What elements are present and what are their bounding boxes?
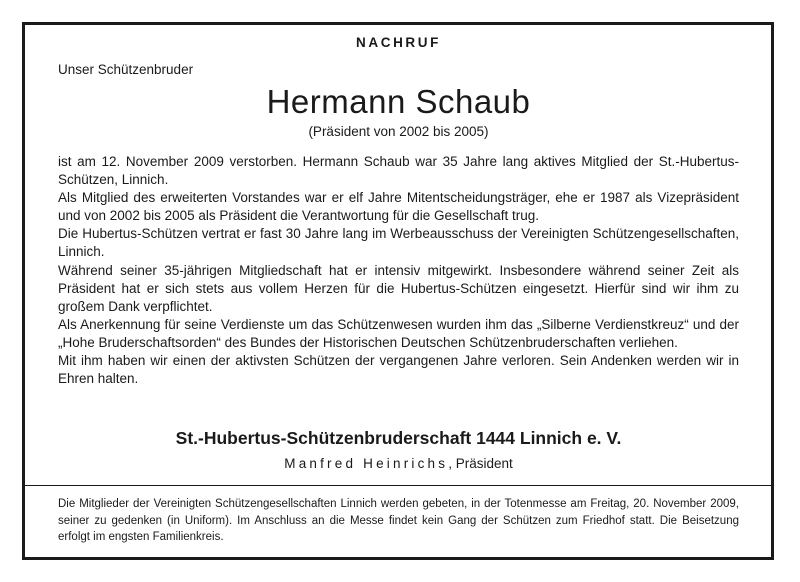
divider-line	[25, 485, 771, 486]
body-paragraph: ist am 12. November 2009 verstorben. Hermann Schaub war 35 Jahre lang aktives Mitglied der St.-Hubertus-Schützen, Linnich.	[58, 154, 739, 188]
signature-line	[58, 456, 739, 471]
notice-heading: NACHRUF	[356, 35, 441, 50]
body-paragraph: Mit ihm haben wir einen der aktivsten Schützen der vergangenen Jahre verloren. Sein Andenken werden wir in Ehren halten.	[58, 353, 739, 387]
obituary-body	[58, 153, 739, 388]
body-paragraph: Als Mitglied des erweiterten Vorstandes war er elf Jahre Mitentscheidungsträger, ehe er 1987 als Vizepräsident und von 2002 bis 2005 als Präsident die Verantwortung für die Gesellschaft trug.	[58, 190, 739, 224]
body-paragraph: Während seiner 35-jährigen Mitgliedschaft hat er intensiv mitgewirkt. Insbesondere während seiner Zeit als Präsident hat er sich stets aus vollem Herzen für die Hubertus-Schützen eingesetzt. Hierfür sind wir ihm zu großem Dank verpflichtet.	[58, 262, 739, 314]
obituary-frame	[22, 22, 774, 560]
organization-name: St.-Hubertus-Schützenbruderschaft 1444 Linnich e. V.	[175, 428, 622, 448]
body-paragraph: Als Anerkennung für seine Verdienste um das Schützenwesen wurden ihm das „Silberne Verdienstkreuz“ und der „Hohe Bruderschaftsorden“ des Bundes der Historischen Deutschen Schützenbruderschaften verliehen.	[58, 316, 739, 350]
signatory-title: , Präsident	[448, 456, 513, 471]
signatory-name: Manfred Heinrichs	[284, 456, 449, 471]
deceased-role: (Präsident von 2002 bis 2005)	[308, 124, 489, 139]
body-paragraph: Die Hubertus-Schützen vertrat er fast 30 Jahre lang im Werbeausschuss der Vereinigten Schützengesellschaften, Linnich.	[58, 226, 739, 260]
intro-line: Unser Schützenbruder	[58, 62, 194, 77]
service-note: Die Mitglieder der Vereinigten Schützengesellschaften Linnich werden gebeten, in der Totenmesse am Freitag, 20. November 2009, seiner zu gedenken (in Uniform). Im Anschluss an die Messe findet kein Gang der Schützen zum Friedhof statt. Die Beisetzung erfolgt im engsten Familienkreis.	[58, 498, 739, 543]
deceased-name: Hermann Schaub	[266, 83, 531, 120]
